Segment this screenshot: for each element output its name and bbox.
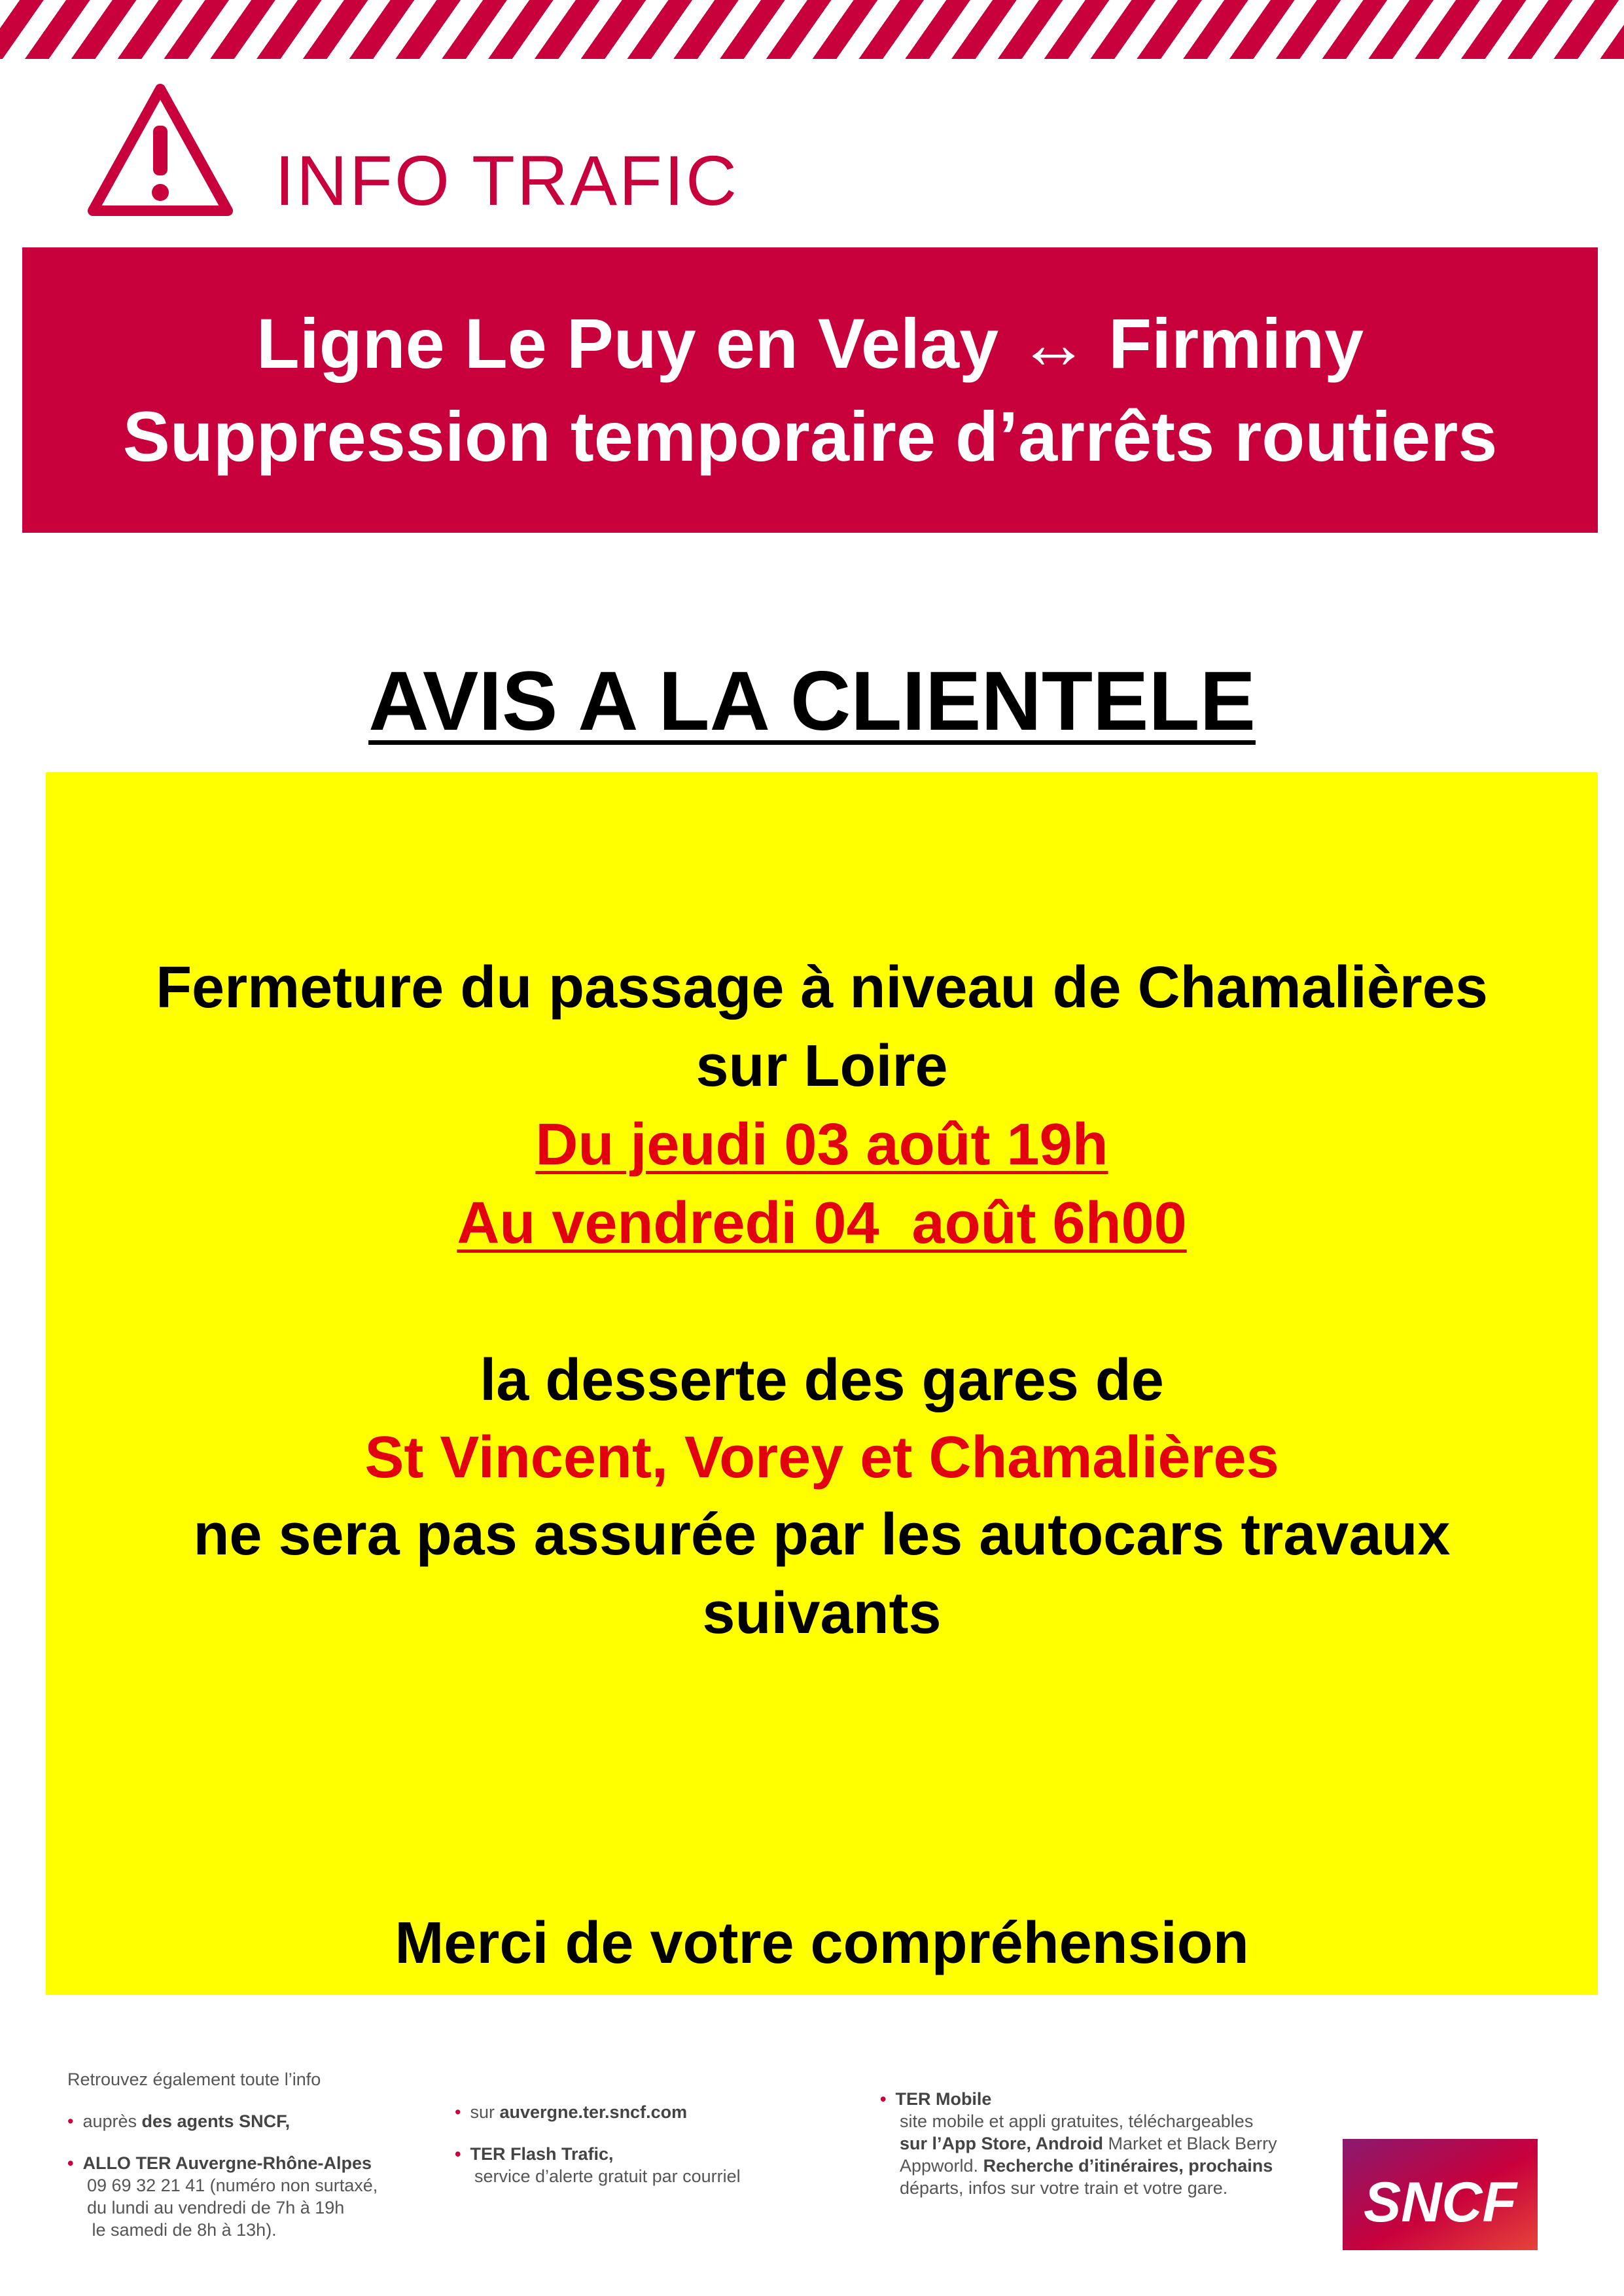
banner-line-route: Ligne Le Puy en Velay ↔ Firminy [256,304,1364,383]
footer-mobile-l3: Appworld. Recherche d’itinéraires, prochains [900,2156,1273,2176]
sncf-logo [1343,2139,1538,2250]
footer-allo-title: • ALLO TER Auvergne-Rhône-Alpes [67,2153,372,2173]
footer-agents: • auprès des agents SNCF, [67,2111,291,2131]
footer-col-mobile [880,2088,1277,2199]
line-banner [22,247,1598,533]
footer-allo-saturday-hours: le samedi de 8h à 13h). [87,2220,277,2240]
footer-website[interactable]: • sur auvergne.ter.sncf.com [455,2102,688,2122]
info-trafic-title: INFO TRAFIC [275,141,739,220]
footer-allo-weekday-hours: du lundi au vendredi de 7h à 19h [87,2198,345,2217]
notice-line-closure: Fermeture du passage à niveau de Chamalières [156,955,1488,1020]
notice-line-service: la desserte des gares de [480,1348,1164,1413]
footer-mobile-title: • TER Mobile [880,2089,992,2109]
date-to-text: Au vendredi 04 août 6h00 [457,1191,1187,1256]
footer-mobile-l2: sur l’App Store, Android Market et Black Berry [900,2134,1277,2153]
date-from-text: Du jeudi 03 août 19h [535,1112,1108,1177]
footer-col-web [455,2101,741,2187]
notice-heading-text: AVIS A LA CLIENTELE [368,655,1256,748]
notice-heading [0,655,1624,748]
svg-text:SNCF: SNCF [1363,2171,1517,2234]
footer-col-contacts [67,2068,378,2241]
footer-mobile-l4: départs, infos sur votre train et votre gare. [900,2178,1228,2198]
warning-triangle-icon [85,80,236,221]
notice-date-to [46,1191,1598,1256]
footer-mobile-l1: site mobile et appli gratuites, téléchargeables [900,2111,1254,2131]
footer-intro: Retrouvez également toute l’info [67,2070,321,2089]
footer-flash-desc: service d’alerte gratuit par courriel [474,2166,741,2186]
banner-line-subject: Suppression temporaire d’arrêts routiers [122,397,1498,476]
notice-stations: St Vincent, Vorey et Chamalières [364,1425,1279,1490]
notice-line-location: sur Loire [696,1033,948,1099]
notice-date-from [46,1112,1598,1177]
hazard-stripe-border [0,0,1624,59]
footer-allo-phone: 09 69 32 21 41 (numéro non surtaxé, [87,2176,378,2195]
footer-flash-title: • TER Flash Trafic, [455,2144,614,2164]
notice-line-following: suivants [702,1581,942,1646]
notice-thanks: Merci de votre compréhension [395,1910,1249,1976]
notice-line-buses: ne sera pas assurée par les autocars travaux [193,1502,1451,1568]
notice-box [46,772,1598,1995]
